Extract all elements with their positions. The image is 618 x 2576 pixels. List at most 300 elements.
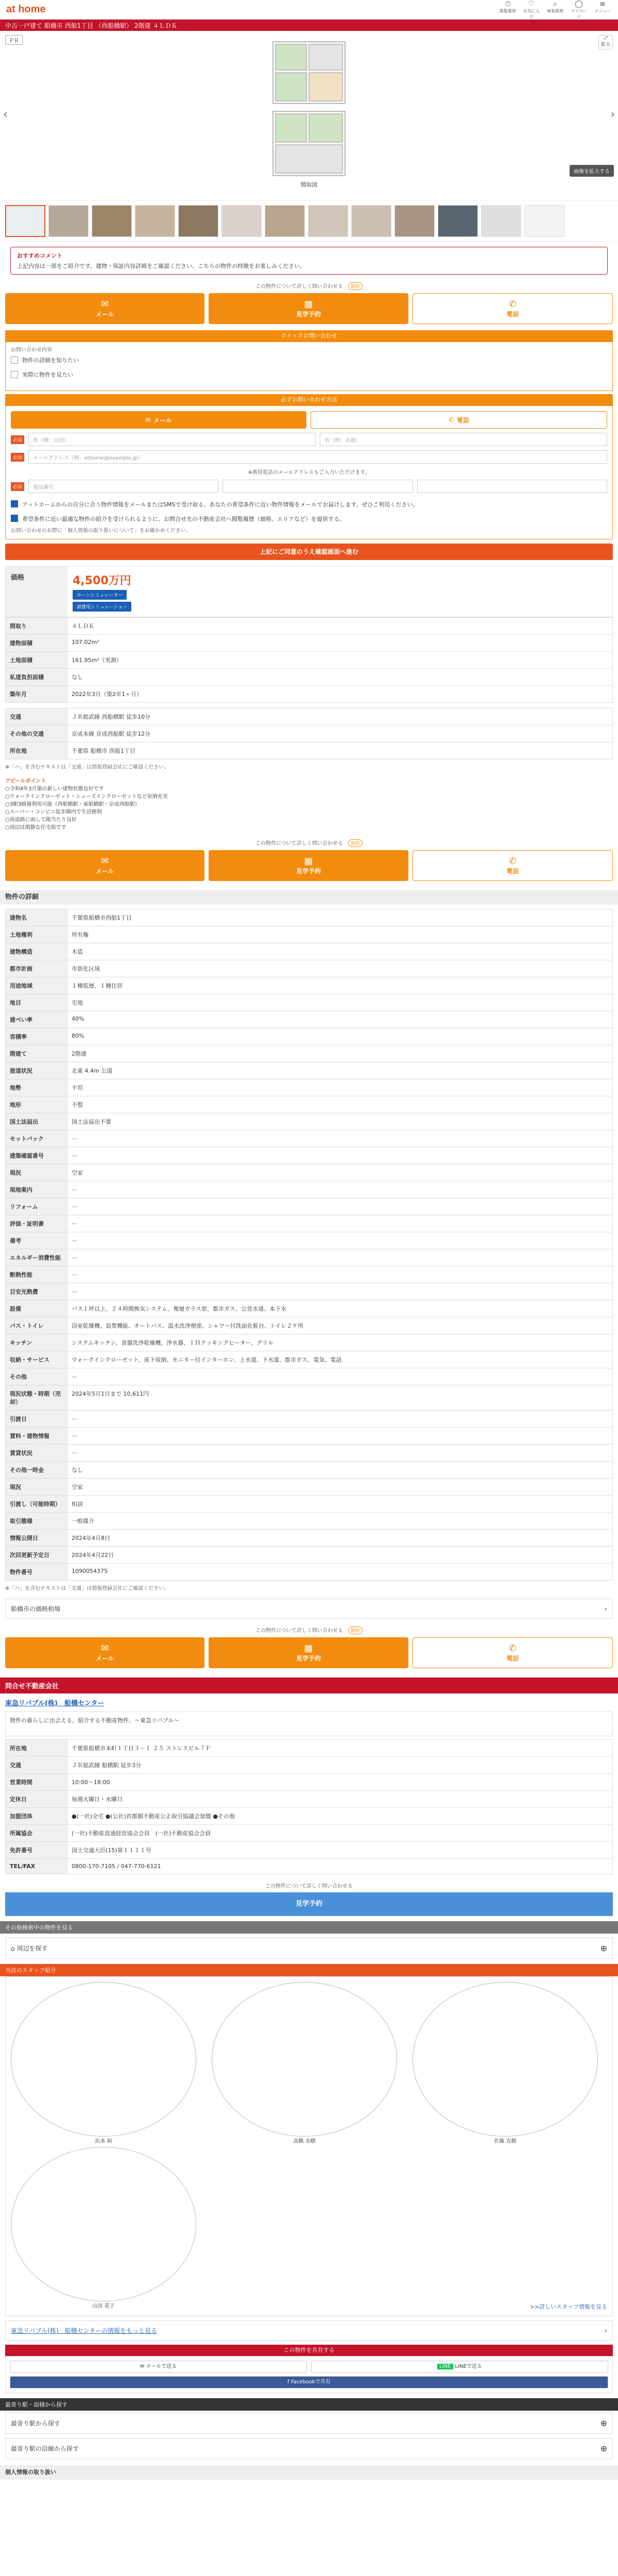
table-row [6, 1062, 613, 1079]
row-value: － [67, 1266, 613, 1283]
thumbnail[interactable] [221, 205, 262, 237]
inquiry-method-bar: 必ずお問い合わせ方法 [5, 394, 613, 405]
basic-table [5, 617, 613, 703]
row-value: なし [67, 669, 613, 686]
history-icon[interactable]: ⏱ 閲覧履歴 [500, 0, 516, 13]
user-icon[interactable]: ◯ マイページ [571, 0, 587, 19]
loan-sim-button[interactable]: ローンシミュレーター [73, 590, 127, 600]
zoom-icon: ⤢ [604, 36, 608, 41]
table-row [6, 1113, 613, 1130]
thumbnail[interactable] [308, 205, 348, 237]
row-value: － [67, 1249, 613, 1266]
table-row [6, 1740, 613, 1757]
row-value: 国土法届出不要 [67, 1113, 613, 1130]
phone-icon: ✆ [508, 856, 517, 867]
table-row [6, 1300, 613, 1317]
row-value: システムキッチン、食器洗浄乾燥機、浄水器、ＩＨクッキングヒーター、グリル [67, 1334, 613, 1351]
table-row [6, 1445, 613, 1462]
inquiry-check[interactable]: 実際に物件を見たい [11, 367, 607, 382]
thumbnail[interactable] [394, 205, 435, 237]
row-value: 2022年3月（築2年1ヶ月） [67, 686, 613, 703]
access-note: ※「ハ」を含むテキストは「交通」は情報登録会社にご確認ください。 [5, 765, 169, 770]
row-value: 木造 [67, 943, 613, 960]
appeal-line: ○令和4年3月築の新しい建物状態良好です [5, 786, 104, 792]
table-row [6, 1351, 613, 1368]
table-row [6, 977, 613, 994]
row-key: 国土法届出 [6, 1113, 67, 1130]
row-key: 目安光熱費 [6, 1283, 67, 1300]
appeal-line: ○周辺は閑静な住宅街です [5, 825, 66, 831]
staff-photo [11, 1982, 196, 2137]
row-key: 地勢 [6, 1079, 67, 1096]
row-key: TEL/FAX [6, 1859, 67, 1874]
site-logo[interactable]: at home [6, 4, 46, 15]
thumbnail[interactable] [524, 205, 564, 237]
quick-inquiry-title: クイックお問い合わせ [5, 330, 613, 342]
staff-more-link[interactable]: >>詳しいスタッフ情報を見る [529, 2303, 607, 2310]
property-title: 中古一戸建て 船橋市 西船1丁目 （西船橋駅） 2階建 ４ＬＤＫ [0, 20, 618, 31]
line-link[interactable]: 最寄り駅の沿線から探す ⊕ [5, 2438, 613, 2459]
row-key: 免許番号 [6, 1842, 67, 1859]
phone-icon: ✆ [508, 299, 517, 310]
table-row [6, 1774, 613, 1791]
row-value: 毎週火曜日・水曜日 [67, 1791, 613, 1808]
staff-heading: 当店のスタッフ紹介 [0, 1964, 618, 1976]
email-field[interactable]: メールアドレス（例：athome@example.jp） [28, 450, 607, 464]
row-key: セットバック [6, 1130, 67, 1147]
staff-card[interactable]: 高橋 美樹 [212, 1982, 397, 2144]
other-heading: その他検索中の物件を見る [0, 1921, 618, 1934]
station-link[interactable]: 最寄り駅から探す ⊕ [5, 2413, 613, 2434]
row-key: 収納・サービス [6, 1351, 67, 1368]
row-key: バス・トイレ [6, 1317, 67, 1334]
cta-buttons-bottom [0, 1634, 618, 1671]
table-row [6, 635, 613, 652]
row-key: 引渡し（可能時期） [6, 1496, 67, 1513]
row-value: 107.02m² [67, 635, 613, 652]
row-value: 不整 [67, 1096, 613, 1113]
row-value: 市街化区域 [67, 960, 613, 977]
appeal-line: ○ウォークインクローゼット・シューズインクローゼットなど収納充実 [5, 794, 168, 800]
row-value: 千葉県船橋市西船1丁目 [67, 909, 613, 926]
row-key: 接道状況 [6, 1062, 67, 1079]
table-row [6, 1513, 613, 1530]
row-key: 建物名 [6, 909, 67, 926]
row-value: １種低層、１種住居 [67, 977, 613, 994]
row-key: 取引態様 [6, 1513, 67, 1530]
row-key: 土地面積 [6, 652, 67, 669]
table-row [6, 742, 613, 759]
mail-icon: ✉ [101, 856, 109, 867]
row-key: キッチン [6, 1334, 67, 1351]
row-key: その他の交通 [6, 725, 67, 742]
cta-heading-4: この物件について詳しく問い合わせる [265, 1884, 353, 1889]
row-value: 2024年5月1日まで 10,611円 [67, 1385, 613, 1411]
company-heading: 問合せ不動産会社 [0, 1677, 618, 1693]
staff-card[interactable]: 浜本 裕 [11, 1982, 196, 2144]
row-value: 千葉県船橋市本町１丁目３－１ ２５ ストレスビル７Ｆ [67, 1740, 613, 1757]
table-row [6, 994, 613, 1011]
thumbnail[interactable] [92, 205, 132, 237]
thumbnail[interactable] [48, 205, 89, 237]
row-value: ●(一社)全宅 ●(公社)首都圏不動産公正取引協議会加盟 ●その他 [67, 1808, 613, 1825]
method-tel[interactable]: ✆ 電話 [311, 411, 607, 429]
table-row [6, 1249, 613, 1266]
row-key: その他 [6, 1368, 67, 1385]
footer-note[interactable]: 個人情報の取り扱い [0, 2465, 618, 2480]
phone-icon: ✆ [508, 1643, 517, 1654]
cta-buttons-mid [0, 847, 618, 884]
inquiry-form: ✉ メール ✆ 電話 必須 姓（例：山田） 名（例：太郎） 必須 メールアドレス（例：athome@example.jp） ※携帯電話のメールアドレスもご入力いただけます。 必須 電話番号 アットホームからの自分に合う物件情報をメールまたはSMSで受け取る。あなたの希望条件に近い物件情報をメールでお届けします。ぜひご利用ください。 希望条件に近い最適な物件の紹介を受けられるように、お問合せ先の不動産会社へ閲覧履歴（価格、エリアなど）を提供する。 お問い合わせのお際に「個人情報の取り扱いについて」をお確かめください。 [5, 405, 613, 539]
row-value: 北東 4.4m 公道 [67, 1062, 613, 1079]
tel-field-2[interactable] [222, 480, 413, 493]
row-key: 備考 [6, 1232, 67, 1249]
thumbnail[interactable] [178, 205, 218, 237]
menu-icon[interactable]: ≡ メニュー [594, 0, 611, 13]
calendar-icon: ▦ [304, 1643, 313, 1654]
inquiry-subtitle: お問い合わせ内容 [11, 347, 52, 353]
thumbnail[interactable] [265, 205, 305, 237]
table-row [6, 1011, 613, 1028]
table-row [6, 1496, 613, 1513]
mail-button[interactable]: ✉ メール [5, 850, 204, 881]
access-table [5, 708, 613, 759]
row-key: エネルギー消費性能 [6, 1249, 67, 1266]
company-table [5, 1739, 613, 1874]
tel-button[interactable]: ✆ 電話 [413, 1637, 613, 1668]
table-row [6, 1368, 613, 1385]
share-line-button[interactable]: LINE LINEで送る [311, 2361, 608, 2373]
appeal-points [5, 777, 613, 832]
row-value: 0800-170-7105 / 047-770-6121 [67, 1859, 613, 1874]
staff-section [5, 1976, 613, 2316]
table-row [6, 909, 613, 926]
appeal-title: アピールポイント [5, 778, 46, 784]
cta-heading: この物件について詳しく問い合わせる 無料 [0, 282, 618, 290]
row-key: 所在地 [6, 1740, 67, 1757]
row-value: ウォークインクローゼット、床下収納、モニター付インターホン、上水道、下水道、都市ガス、電気、電話 [67, 1351, 613, 1368]
thumbnail[interactable] [5, 205, 45, 237]
mail-button[interactable]: ✉ メール [5, 1637, 204, 1668]
quick-inquiry-box [5, 342, 613, 391]
row-key: 間取り [6, 618, 67, 635]
thumbnail-strip [0, 201, 618, 242]
company-more-link[interactable]: 東急リバブル(株) 船橋センターの情報をもっと見る › [5, 2320, 613, 2341]
row-value: 空家 [67, 1164, 613, 1181]
table-row [6, 1317, 613, 1334]
row-key: 交通 [6, 708, 67, 725]
company-name[interactable]: 東急リバブル(株) 船橋センター [5, 1700, 105, 1707]
row-key: 所属協会 [6, 1825, 67, 1842]
row-key: 建築確認番号 [6, 1147, 67, 1164]
row-value: － [67, 1198, 613, 1215]
table-row [6, 1757, 613, 1774]
cta-buttons-top [0, 290, 618, 327]
table-row [6, 960, 613, 977]
table-row [6, 1147, 613, 1164]
price-label: 価格 [6, 567, 67, 617]
table-row [6, 1462, 613, 1479]
calendar-icon: ▦ [304, 299, 313, 310]
thumbnail[interactable] [481, 205, 521, 237]
email-note: ※携帯電話のメールアドレスもご入力いただけます。 [248, 470, 370, 476]
staff-photo [413, 1982, 598, 2137]
row-value: なし [67, 1462, 613, 1479]
table-row [6, 1547, 613, 1564]
pr-tag: ＰＲ [5, 35, 23, 45]
table-row [6, 1411, 613, 1428]
gallery-caption: 間取図 [300, 181, 318, 188]
table-row [6, 1808, 613, 1825]
staff-card[interactable]: 佐藤 直樹 [413, 1982, 598, 2144]
appeal-line: ○3駅3路線利用可能（西船橋駅・東船橋駅・京成西船駅） [5, 802, 140, 807]
row-value: － [67, 1181, 613, 1198]
staff-card[interactable]: 山田 花子 [11, 2147, 196, 2309]
row-key: 所在地 [6, 742, 67, 759]
row-value: バス１坪以上、２４時間換気システム、複層ガラス窓、都市ガス、公営水道、本下水 [67, 1300, 613, 1317]
row-value: 2024年4月22日 [67, 1547, 613, 1564]
row-key: 評価・証明書 [6, 1215, 67, 1232]
row-key: 断熱性能 [6, 1266, 67, 1283]
tel-button[interactable]: ✆ 電話 [413, 850, 613, 881]
table-row [6, 669, 613, 686]
visit-button[interactable]: ▦ 見学予約 [209, 1637, 408, 1668]
table-row [6, 926, 613, 943]
appeal-line: ○スーパー・コンビニ徒歩圏内で生活便利 [5, 809, 102, 815]
photo-gallery [0, 31, 618, 201]
company-catch: 物件の暮らしに出会える。紹介する不動産物件。〜東急リバブル〜 [5, 1711, 613, 1736]
row-value: 相談 [67, 1496, 613, 1513]
row-key: その他一時金 [6, 1462, 67, 1479]
facebook-icon: f [287, 2379, 291, 2385]
submit-confirm-button[interactable]: 上記にご同意のうえ確認画面へ進む [5, 544, 613, 560]
table-row [6, 618, 613, 635]
row-value: 京成本線 京成西船駅 徒歩12分 [67, 725, 613, 742]
inquiry-check[interactable]: 物件の詳細を知りたい [11, 353, 607, 367]
cost-sim-button[interactable]: 諸費用シミュレーション [73, 602, 131, 612]
row-key: リフォーム [6, 1198, 67, 1215]
row-key: 建ぺい率 [6, 1011, 67, 1028]
table-row [6, 1825, 613, 1842]
row-key: 加盟団体 [6, 1808, 67, 1825]
table-row [6, 1079, 613, 1096]
search-history-icon[interactable]: ⌕ 検索履歴 [547, 0, 563, 13]
table-row [6, 725, 613, 742]
table-row [6, 1181, 613, 1198]
row-value: 一般媒介 [67, 1513, 613, 1530]
row-key: 地目 [6, 994, 67, 1011]
row-key: 設備 [6, 1300, 67, 1317]
floor-plan-image[interactable] [268, 39, 350, 178]
table-row [6, 1232, 613, 1249]
thumbnail[interactable] [438, 205, 478, 237]
line-icon: LINE [437, 2364, 453, 2369]
other-nearby-link[interactable]: ⌂ 周辺を探す ⊕ [5, 1938, 613, 1959]
next-arrow-icon[interactable]: › [610, 108, 615, 121]
calendar-icon: ▦ [304, 856, 313, 867]
table-row [6, 1198, 613, 1215]
cta-heading-3: この物件について詳しく問い合わせる 無料 [0, 1626, 618, 1634]
phone-icon: ✆ [448, 416, 454, 423]
table-row [6, 1334, 613, 1351]
row-key: 定休日 [6, 1791, 67, 1808]
table-row [6, 943, 613, 960]
mail-icon: ✉ [140, 2364, 146, 2369]
row-key: 営業時間 [6, 1774, 67, 1791]
row-value: (一社)不動産流通経営協会会員 (一社)不動産協会会員 [67, 1825, 613, 1842]
row-value: － [67, 1215, 613, 1232]
row-key: 建物面積 [6, 635, 67, 652]
staff-photo [11, 2147, 196, 2301]
visit-button[interactable]: ▦ 見学予約 [209, 293, 408, 324]
row-key: 地形 [6, 1096, 67, 1113]
row-key: 引渡日 [6, 1411, 67, 1428]
row-key: 建物構造 [6, 943, 67, 960]
row-value: － [67, 1232, 613, 1249]
details-table [5, 909, 613, 1581]
row-key: 現況 [6, 1164, 67, 1181]
row-value: ＪＲ総武線 船橋駅 徒歩3分 [67, 1757, 613, 1774]
row-key: 用途地域 [6, 977, 67, 994]
row-value: ４ＬＤＫ [67, 618, 613, 635]
row-key: 物件番号 [6, 1564, 67, 1581]
row-value: － [67, 1130, 613, 1147]
first-name-field[interactable]: 名（例：太郎） [320, 433, 607, 446]
table-row [6, 1842, 613, 1859]
thumbnail[interactable] [135, 205, 175, 237]
tel-field-3[interactable] [417, 480, 607, 493]
more-photos-button[interactable]: 画像を拡大する [570, 165, 614, 177]
prev-arrow-icon[interactable]: ‹ [3, 108, 8, 121]
table-row [6, 1266, 613, 1283]
table-row [6, 1564, 613, 1581]
heart-icon[interactable]: ♡ お気に入り [523, 0, 540, 19]
row-value: 千葉県 船橋市 西船1丁目 [67, 742, 613, 759]
last-name-field[interactable]: 姓（例：山田） [28, 433, 316, 446]
chevron-right-icon: › [605, 2327, 607, 2334]
row-key: 土地権利 [6, 926, 67, 943]
row-key: 私道負担面積 [6, 669, 67, 686]
table-row [6, 1283, 613, 1300]
row-key: 容積率 [6, 1028, 67, 1045]
row-value: 1090054375 [67, 1564, 613, 1581]
comment-body: 上記内容は一部をご紹介です。建物・保証内容詳細をご確認ください。こちらの物件の特徴をお楽しみください。 [17, 263, 306, 269]
row-value: 所有権 [67, 926, 613, 943]
table-row [6, 1028, 613, 1045]
share-heading: この物件を共有する [5, 2345, 613, 2356]
row-key: 賃料・建物情報 [6, 1428, 67, 1445]
row-value: － [67, 1368, 613, 1385]
row-value: 10:00〜18:00 [67, 1774, 613, 1791]
row-value: 国土交通大臣(15)第１１１１号 [67, 1842, 613, 1859]
chevron-right-icon: › [605, 1605, 607, 1613]
row-value: ＪＲ総武線 西船橋駅 徒歩10分 [67, 708, 613, 725]
table-row [6, 1479, 613, 1496]
table-row [6, 1385, 613, 1411]
row-value: 平坦 [67, 1079, 613, 1096]
table-row [6, 1428, 613, 1445]
station-heading: 最寄り駅・面積から探す [0, 2398, 618, 2411]
policy-note: お問い合わせのお際に「個人情報の取り扱いについて」をお確かめください。 [11, 528, 191, 534]
row-value: 2階建 [67, 1045, 613, 1062]
row-value: 宅地 [67, 994, 613, 1011]
comment-title: おすすめコメント [17, 252, 63, 259]
visit-button[interactable]: ▦ 見学予約 [209, 850, 408, 881]
row-value: 2024年4月8日 [67, 1530, 613, 1547]
cta-heading-2: この物件について詳しく問い合わせる 無料 [0, 839, 618, 847]
recommend-comment [10, 247, 608, 275]
table-row [6, 1130, 613, 1147]
row-key: 築年月 [6, 686, 67, 703]
tel-button[interactable]: ✆ 電話 [413, 293, 613, 324]
row-key: 情報公開日 [6, 1530, 67, 1547]
row-key: 交通 [6, 1757, 67, 1774]
agree-mail-check[interactable]: アットホームからの自分に合う物件情報をメールまたはSMSで受け取る。あなたの希望条件に近い物件情報をメールでお届けします。ぜひご利用ください。 [11, 497, 607, 512]
plus-icon: ⊕ [600, 1943, 607, 1953]
row-key: 次回更新予定日 [6, 1547, 67, 1564]
zoom-button[interactable]: ⤢ 拡大 [598, 35, 613, 49]
plus-icon: ⊕ [600, 2418, 607, 2428]
mail-icon: ✉ [145, 416, 151, 423]
row-value: － [67, 1283, 613, 1300]
row-value: 浴室乾燥機、追焚機能、オートバス、温水洗浄便座、シャワー付洗面化粧台、トイレ２ケ所 [67, 1317, 613, 1334]
row-value: － [67, 1147, 613, 1164]
market-price-link[interactable]: 船橋市の価格相場 › [5, 1599, 613, 1619]
table-row [6, 708, 613, 725]
row-value: － [67, 1428, 613, 1445]
mail-icon: ✉ [101, 299, 109, 310]
row-key: 賃貸状況 [6, 1445, 67, 1462]
home-icon: ⌂ [11, 1945, 17, 1952]
tel-field[interactable]: 電話番号 [28, 480, 218, 493]
company-visit-button[interactable]: 見学予約 [5, 1892, 613, 1916]
thumbnail[interactable] [351, 205, 391, 237]
row-value: － [67, 1445, 613, 1462]
share-facebook-button[interactable]: f Facebookで共有 [10, 2376, 608, 2388]
table-row [6, 1045, 613, 1062]
table-row [6, 1859, 613, 1874]
table-row [6, 1215, 613, 1232]
mail-button[interactable]: ✉ メール [5, 293, 204, 324]
table-row [6, 1164, 613, 1181]
mail-icon: ✉ [101, 1643, 109, 1654]
row-value: 空家 [67, 1479, 613, 1496]
row-value: 80% [67, 1028, 613, 1045]
share-box [5, 2356, 613, 2393]
row-value: 40% [67, 1011, 613, 1028]
table-row [6, 1096, 613, 1113]
price-value: 4,500万円 [73, 574, 131, 587]
row-key: 現況 [6, 1479, 67, 1496]
row-value: － [67, 1411, 613, 1428]
table-row [6, 652, 613, 669]
table-row [6, 1791, 613, 1808]
table-row [6, 686, 613, 703]
row-key: 現地案内 [6, 1181, 67, 1198]
plus-icon: ⊕ [600, 2444, 607, 2453]
details-note: ※「ハ」を含むテキストは「交通」は情報登録会社にご確認ください。 [5, 1586, 169, 1591]
details-heading: 物件の詳細 [0, 890, 618, 905]
header-icons [499, 0, 612, 20]
price-box [5, 566, 613, 617]
staff-photo [212, 1982, 397, 2137]
row-key: 都市計画 [6, 960, 67, 977]
agree-similar-check[interactable]: 希望条件に近い最適な物件の紹介を受けられるように、お問合せ先の不動産会社へ閲覧履歴（価格、エリアなど）を提供する。 [11, 512, 607, 526]
site-header [0, 0, 618, 20]
table-row [6, 1530, 613, 1547]
share-mail-button[interactable]: ✉ メールで送る [10, 2361, 307, 2373]
method-mail[interactable]: ✉ メール [11, 411, 306, 429]
